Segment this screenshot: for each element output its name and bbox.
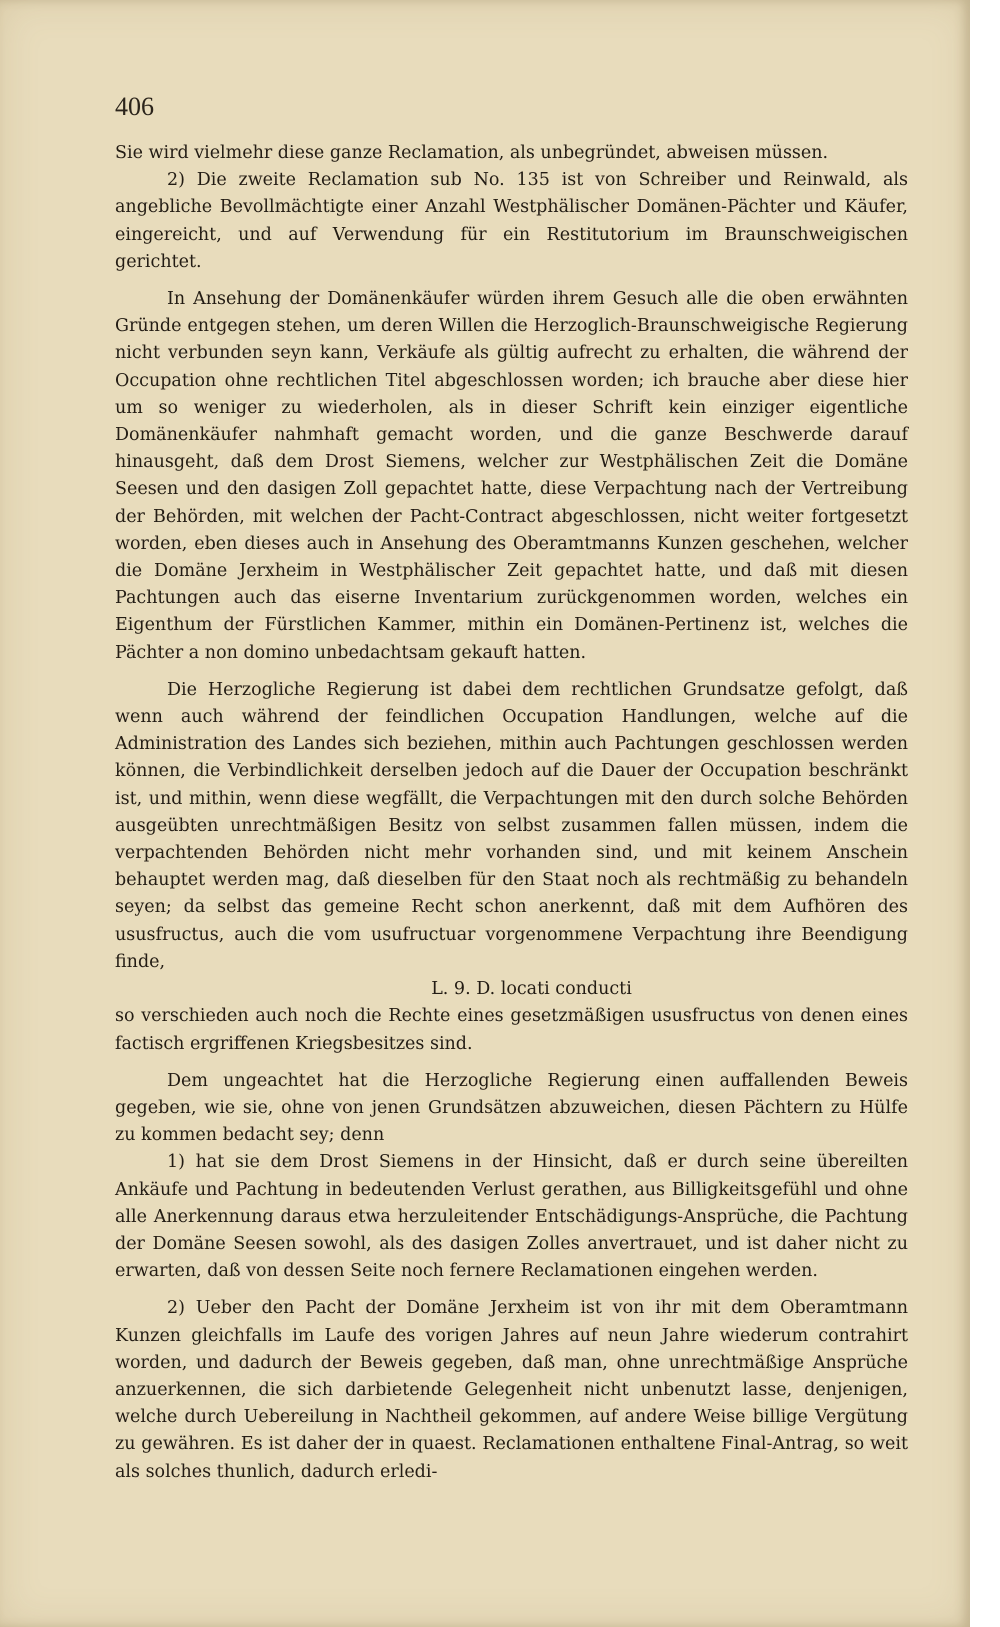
paragraph: Sie wird vielmehr diese ganze Reclamation, als unbegründet, abweisen müssen.	[115, 143, 829, 163]
page-number: 406	[115, 92, 154, 121]
citation: L. 9. D. locati conducti	[431, 979, 632, 1000]
body-text	[115, 140, 908, 1486]
list-item: 1) hat sie dem Drost Siemens in der Hinsicht, daß er durch seine übereilten Ankäufe und Pachtung in bedeutenden Verlust gerathen, aus Billigkeitsgefühl und ohne alle Anerkennung daraus etwa herzuleitender Entschädigungs-Ansprüche, die Pachtung der Domäne Seesen sowohl, als des dasigen Zolles anvertrauet, und ist daher nicht zu erwarten, daß von dessen Seite noch fernere Reclamationen eingehen werden.	[115, 1152, 908, 1282]
paragraph: Die Herzogliche Regierung ist dabei dem rechtlichen Grundsatze gefolgt, daß wenn auch während der feindlichen Occupation Handlungen, welche auf die Administration des Landes sich beziehen, mithin auch Pachtungen geschlossen werden können, die Verbindlichkeit derselben jedoch auf die Dauer der Occupation beschränkt ist, und mithin, wenn diese wegfällt, die Verpachtungen mit den durch solche Behörden ausgeübten unrechtmäßigen Besitz von selbst zusammen fallen müssen, indem die verpachtenden Behörden nicht mehr vorhanden sind, und mit keinem Anschein behauptet werden mag, daß dieselben für den Staat noch als rechtmäßig zu behandeln seyen; da selbst das gemeine Recht schon anerkennt, daß mit dem Aufhören des ususfructus, auch die vom usufructuar vorgenommene Verpachtung ihre Beendigung finde,	[115, 679, 908, 972]
paragraph: so verschieden auch noch die Rechte eines gesetzmäßigen ususfructus von denen eines factisch ergriffenen Kriegsbesitzes sind.	[115, 1006, 908, 1054]
paragraph: 2) Die zweite Reclamation sub No. 135 ist von Schreiber und Reinwald, als angebliche Bevollmächtigte einer Anzahl Westphälischer Domänen-Pächter und Käufer, eingereicht, und auf Verwendung für ein Restitutorium im Braunschweigischen gerichtet.	[115, 170, 908, 272]
list-item: 2) Ueber den Pacht der Domäne Jerxheim ist von ihr mit dem Oberamtmann Kunzen gleichfalls im Laufe des vorigen Jahres auf neun Jahre wiederum contrahirt worden, und dadurch der Beweis gegeben, daß man, ohne unrechtmäßige Ansprüche anzuerkennen, die sich darbietende Gelegenheit nicht unbenutzt lasse, denjenigen, welche durch Uebereilung in Nachtheil gekommen, auf andere Weise billige Vergütung zu gewähren. Es ist daher der in quaest. Reclamationen enthaltene Final-Antrag, so weit als solches thunlich, dadurch erledi-	[115, 1298, 908, 1482]
paragraph: Dem ungeachtet hat die Herzogliche Regierung einen auffallenden Beweis gegeben, wie sie, ohne von jenen Grundsätzen abzuweichen, diesen Pächtern zu Hülfe zu kommen bedacht sey; denn	[115, 1070, 908, 1146]
paragraph: In Ansehung der Domänenkäufer würden ihrem Gesuch alle die oben erwähnten Gründe entgegen stehen, um deren Willen die Herzoglich-Braunschweigische Regierung nicht verbunden seyn kann, Verkäufe als gültig aufrecht zu erhalten, die während der Occupation ohne rechtlichen Titel abgeschlossen worden; ich brauche aber diese hier um so weniger zu wiederholen, als in dieser Schrift kein einziger eigentliche Domänenkäufer nahmhaft gemacht worden, und die ganze Beschwerde darauf hinausgeht, daß dem Drost Siemens, welcher zur Westphälischen Zeit die Domäne Seesen und den dasigen Zoll gepachtet hatte, diese Verpachtung nach der Vertreibung der Behörden, mit welchen der Pacht-Contract abgeschlossen, nicht weiter fortgesetzt worden, eben dieses auch in Ansehung des Oberamtmanns Kunzen geschehen, welcher die Domäne Jerxheim in Westphälischer Zeit gepachtet hatte, und daß mit diesen Pachtungen auch das eiserne Inventarium zurückgenommen worden, welches ein Eigenthum der Fürstlichen Kammer, mithin ein Domänen-Pertinenz ist, welches die Pächter a non domino unbedachtsam gekauft hatten.	[115, 289, 908, 663]
